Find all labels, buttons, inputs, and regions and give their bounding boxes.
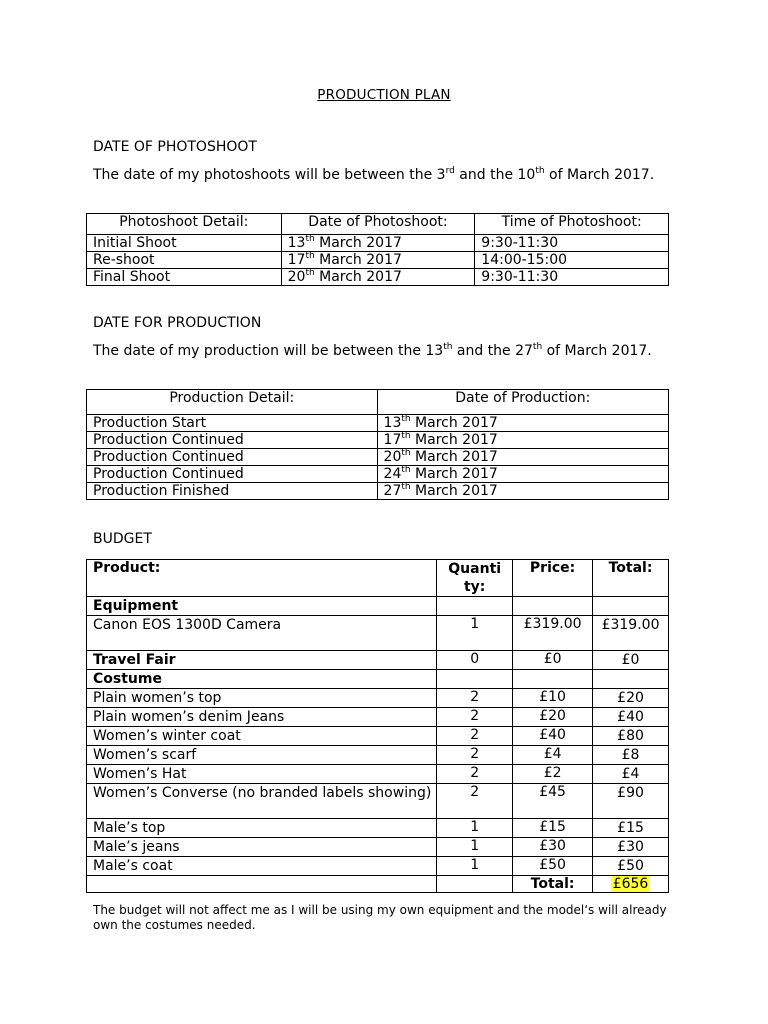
quantity-cell: 2 — [437, 689, 513, 708]
table-row — [87, 415, 669, 432]
shoot-date: 17th March 2017 — [281, 252, 475, 269]
production-heading: DATE FOR PRODUCTION — [93, 315, 262, 331]
grand-total-value: £656 — [612, 876, 649, 892]
shoot-detail: Re-shoot — [87, 252, 282, 269]
table-row — [87, 765, 669, 784]
product-cell: Travel Fair — [87, 651, 437, 670]
table-row — [87, 252, 669, 269]
price-cell: £0 — [513, 651, 593, 670]
photoshoot-heading: DATE OF PHOTOSHOOT — [93, 139, 257, 155]
price-header: Price: — [513, 560, 593, 597]
total-cell — [593, 597, 669, 616]
quantity-header: Quanti ty: — [437, 560, 513, 597]
table-row — [87, 449, 669, 466]
price-cell: £4 — [513, 746, 593, 765]
product-cell: Plain women’s top — [87, 689, 437, 708]
table-row — [87, 269, 669, 286]
table-row — [87, 838, 669, 857]
shoot-time: 9:30-11:30 — [475, 269, 669, 286]
table-row — [87, 670, 669, 689]
product-cell: Male’s coat — [87, 857, 437, 876]
shoot-detail: Final Shoot — [87, 269, 282, 286]
table-row — [87, 784, 669, 819]
quantity-cell: 2 — [437, 708, 513, 727]
quantity-cell — [437, 670, 513, 689]
grand-total-row — [87, 876, 669, 893]
quantity-cell: 1 — [437, 616, 513, 651]
table-header: Date of Photoshoot: — [281, 214, 475, 235]
product-cell: Canon EOS 1300D Camera — [87, 616, 437, 651]
product-cell: Male’s top — [87, 819, 437, 838]
table-row — [87, 483, 669, 500]
table-header: Date of Production: — [377, 390, 668, 415]
total-cell: £4 — [593, 765, 669, 784]
price-cell: £15 — [513, 819, 593, 838]
grand-total-label: Total: — [513, 876, 593, 893]
product-cell: Women’s winter coat — [87, 727, 437, 746]
table-row — [87, 727, 669, 746]
shoot-detail: Initial Shoot — [87, 235, 282, 252]
table-row — [87, 746, 669, 765]
quantity-cell: 2 — [437, 765, 513, 784]
table-row — [87, 235, 669, 252]
table-row — [87, 651, 669, 670]
table-row — [87, 466, 669, 483]
production-detail: Production Start — [87, 415, 378, 432]
product-header: Product: — [87, 560, 437, 597]
table-header: Production Detail: — [87, 390, 378, 415]
price-cell: £40 — [513, 727, 593, 746]
production-date: 27th March 2017 — [377, 483, 668, 500]
product-cell: Women’s Hat — [87, 765, 437, 784]
product-cell: Costume — [87, 670, 437, 689]
photoshoot-intro: The date of my photoshoots will be between the 3rd and the 10th of March 2017. — [93, 166, 655, 183]
price-cell: £50 — [513, 857, 593, 876]
total-cell: £8 — [593, 746, 669, 765]
price-cell: £319.00 — [513, 616, 593, 651]
shoot-date: 13th March 2017 — [281, 235, 475, 252]
product-cell: Male’s jeans — [87, 838, 437, 857]
production-detail: Production Continued — [87, 466, 378, 483]
shoot-date: 20th March 2017 — [281, 269, 475, 286]
total-cell: £90 — [593, 784, 669, 819]
table-row — [87, 597, 669, 616]
production-detail: Production Continued — [87, 432, 378, 449]
price-cell: £10 — [513, 689, 593, 708]
budget-rows — [87, 597, 669, 876]
total-cell — [593, 670, 669, 689]
production-table — [86, 389, 669, 500]
product-cell: Plain women’s denim Jeans — [87, 708, 437, 727]
production-intro: The date of my production will be between the 13th and the 27th of March 2017. — [93, 342, 652, 359]
total-cell: £20 — [593, 689, 669, 708]
production-date: 13th March 2017 — [377, 415, 668, 432]
price-cell: £2 — [513, 765, 593, 784]
quantity-cell: 1 — [437, 838, 513, 857]
total-header: Total: — [593, 560, 669, 597]
table-row — [87, 689, 669, 708]
table-row — [87, 819, 669, 838]
budget-note: The budget will not affect me as I will be using my own equipment and the model‘s will already own the costumes needed. — [93, 903, 667, 932]
table-row — [87, 616, 669, 651]
quantity-cell: 2 — [437, 784, 513, 819]
total-cell: £319.00 — [593, 616, 669, 651]
production-detail: Production Continued — [87, 449, 378, 466]
price-cell: £45 — [513, 784, 593, 819]
price-cell: £20 — [513, 708, 593, 727]
production-date: 17th March 2017 — [377, 432, 668, 449]
quantity-cell: 1 — [437, 819, 513, 838]
price-cell — [513, 597, 593, 616]
total-cell: £30 — [593, 838, 669, 857]
quantity-cell: 0 — [437, 651, 513, 670]
budget-header-row — [87, 560, 669, 597]
empty-cell — [437, 876, 513, 893]
table-header: Photoshoot Detail: — [87, 214, 282, 235]
product-cell: Women’s scarf — [87, 746, 437, 765]
total-cell: £50 — [593, 857, 669, 876]
production-date: 24th March 2017 — [377, 466, 668, 483]
quantity-cell: 2 — [437, 746, 513, 765]
photoshoot-table — [86, 213, 669, 286]
total-cell: £80 — [593, 727, 669, 746]
production-date: 20th March 2017 — [377, 449, 668, 466]
table-row — [87, 857, 669, 876]
product-cell: Equipment — [87, 597, 437, 616]
budget-table — [86, 559, 669, 893]
product-cell: Women’s Converse (no branded labels showing) — [87, 784, 437, 819]
budget-heading: BUDGET — [93, 531, 152, 547]
quantity-cell — [437, 597, 513, 616]
table-row — [87, 432, 669, 449]
shoot-time: 9:30-11:30 — [475, 235, 669, 252]
page-title: PRODUCTION PLAN — [317, 87, 451, 103]
empty-cell — [87, 876, 437, 893]
shoot-time: 14:00-15:00 — [475, 252, 669, 269]
total-cell: £40 — [593, 708, 669, 727]
table-header: Time of Photoshoot: — [475, 214, 669, 235]
production-detail: Production Finished — [87, 483, 378, 500]
quantity-cell: 2 — [437, 727, 513, 746]
table-row — [87, 708, 669, 727]
total-cell: £0 — [593, 651, 669, 670]
price-cell — [513, 670, 593, 689]
price-cell: £30 — [513, 838, 593, 857]
total-cell: £15 — [593, 819, 669, 838]
quantity-cell: 1 — [437, 857, 513, 876]
grand-total-cell — [593, 876, 669, 893]
